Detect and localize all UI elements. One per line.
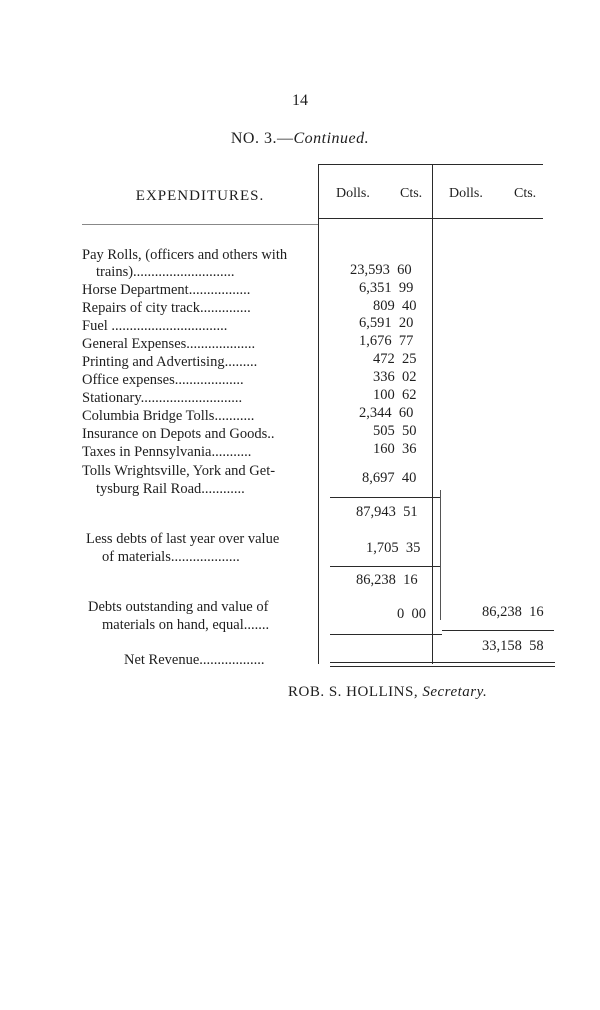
row-stationary: Stationary............................ xyxy=(82,390,243,406)
cents: 50 xyxy=(402,423,417,439)
sum-rule-3 xyxy=(330,634,442,635)
cts-header-1: Cts. xyxy=(400,186,423,201)
signature-name: ROB. S. HOLLINS, xyxy=(288,684,419,700)
amount-general-expenses xyxy=(359,333,600,350)
cents: 00 xyxy=(411,606,426,622)
cents: 99 xyxy=(398,280,414,296)
amount-debts-outstanding-2 xyxy=(482,604,600,621)
row-office-expenses: Office expenses................... xyxy=(82,372,244,388)
signature-role: Secretary. xyxy=(422,684,488,700)
dollars: 33,158 xyxy=(482,638,522,654)
header-bottom-rule-left xyxy=(82,224,318,225)
final-rule-2 xyxy=(330,666,555,667)
dollars: 809 xyxy=(373,298,395,314)
dollars: 8,697 xyxy=(362,470,395,486)
dollars: 87,943 xyxy=(356,504,396,520)
cents: 60 xyxy=(397,262,412,278)
sum-rule-4 xyxy=(442,630,554,631)
dollars: 1,705 xyxy=(366,540,399,556)
cents: 60 xyxy=(398,405,414,421)
row-label: Tolls Wrightsville, York and Get- xyxy=(82,463,276,479)
row-tolls-wrightsville xyxy=(82,462,322,498)
dollars: 160 xyxy=(373,441,395,457)
amount-horse-department xyxy=(359,280,600,297)
row-label-cont: materials on hand, equal....... xyxy=(102,617,270,633)
row-net-revenue: Net Revenue.................. xyxy=(124,652,265,668)
cents: 02 xyxy=(402,369,417,385)
page-heading xyxy=(0,130,600,148)
cents: 25 xyxy=(402,351,417,367)
dollars: 2,344 xyxy=(359,405,392,421)
dolls-header-1: Dolls. xyxy=(336,186,370,201)
cents: 51 xyxy=(403,504,418,520)
amount-columbia-bridge xyxy=(359,405,600,422)
dolls-header-2: Dolls. xyxy=(449,186,483,201)
dollars: 6,351 xyxy=(359,280,392,296)
amount-pay-rolls xyxy=(350,262,600,279)
amount-office-expenses xyxy=(373,369,600,386)
subtotal-2 xyxy=(356,572,600,589)
row-label: Less debts of last year over value xyxy=(86,531,280,547)
row-label-cont: of materials................... xyxy=(102,549,240,565)
amount-less-debts xyxy=(366,540,600,557)
dollars: 505 xyxy=(373,423,395,439)
row-taxes: Taxes in Pennsylvania........... xyxy=(82,444,252,460)
amount-fuel xyxy=(359,315,600,332)
cts-header-2: Cts. xyxy=(514,186,537,201)
cents: 40 xyxy=(401,470,417,486)
cents: 58 xyxy=(529,638,544,654)
dollars: 100 xyxy=(373,387,395,403)
row-label: Pay Rolls, (officers and others with xyxy=(82,247,288,263)
header-bottom-rule-right xyxy=(432,218,543,219)
dollars: 336 xyxy=(373,369,395,385)
sum-rule-2 xyxy=(330,566,440,567)
row-less-debts xyxy=(86,530,328,566)
header-bottom-rule-mid xyxy=(318,218,432,219)
signature xyxy=(288,684,487,701)
cents: 77 xyxy=(398,333,414,349)
cents: 35 xyxy=(405,540,421,556)
dollars: 6,591 xyxy=(359,315,392,331)
table-top-rule xyxy=(318,164,543,165)
row-debts-outstanding xyxy=(88,598,330,634)
dollars: 23,593 xyxy=(350,262,390,278)
heading-main: NO. 3.— xyxy=(230,130,294,147)
cents: 36 xyxy=(402,441,417,457)
cents: 62 xyxy=(402,387,417,403)
dollars: 1,676 xyxy=(359,333,392,349)
amount-taxes xyxy=(373,441,600,458)
amount-tolls-wrightsville xyxy=(362,470,600,487)
dollars: 86,238 xyxy=(356,572,396,588)
row-horse-department: Horse Department................. xyxy=(82,282,251,298)
row-columbia-bridge: Columbia Bridge Tolls........... xyxy=(82,408,255,424)
row-repairs: Repairs of city track.............. xyxy=(82,300,251,316)
row-general-expenses: General Expenses................... xyxy=(82,336,256,352)
amount-stationary xyxy=(373,387,600,404)
row-label-cont: trains)............................ xyxy=(96,264,235,280)
amount-repairs xyxy=(373,298,600,315)
cents: 16 xyxy=(529,604,544,620)
dollars: 86,238 xyxy=(482,604,522,620)
page-number: 14 xyxy=(292,92,308,109)
row-printing: Printing and Advertising......... xyxy=(82,354,258,370)
row-label-cont: tysburg Rail Road............ xyxy=(96,481,245,497)
amount-net-revenue xyxy=(482,638,600,655)
expenditures-header: EXPENDITURES. xyxy=(135,188,265,204)
subtotal-1 xyxy=(356,504,600,521)
final-rule-1 xyxy=(330,662,555,663)
row-label: Debts outstanding and value of xyxy=(88,599,269,615)
heading-continued: Continued. xyxy=(293,130,370,147)
row-insurance: Insurance on Depots and Goods.. xyxy=(82,426,275,442)
sum-rule-1 xyxy=(330,497,440,498)
cents: 40 xyxy=(402,298,417,314)
amount-printing xyxy=(373,351,600,368)
dollars: 472 xyxy=(373,351,395,367)
row-fuel: Fuel ................................ xyxy=(82,318,228,334)
column-divider-1 xyxy=(318,164,319,664)
dollars: 0 xyxy=(397,606,405,622)
cents: 16 xyxy=(403,572,418,588)
amount-insurance xyxy=(373,423,600,440)
cents: 20 xyxy=(398,315,414,331)
